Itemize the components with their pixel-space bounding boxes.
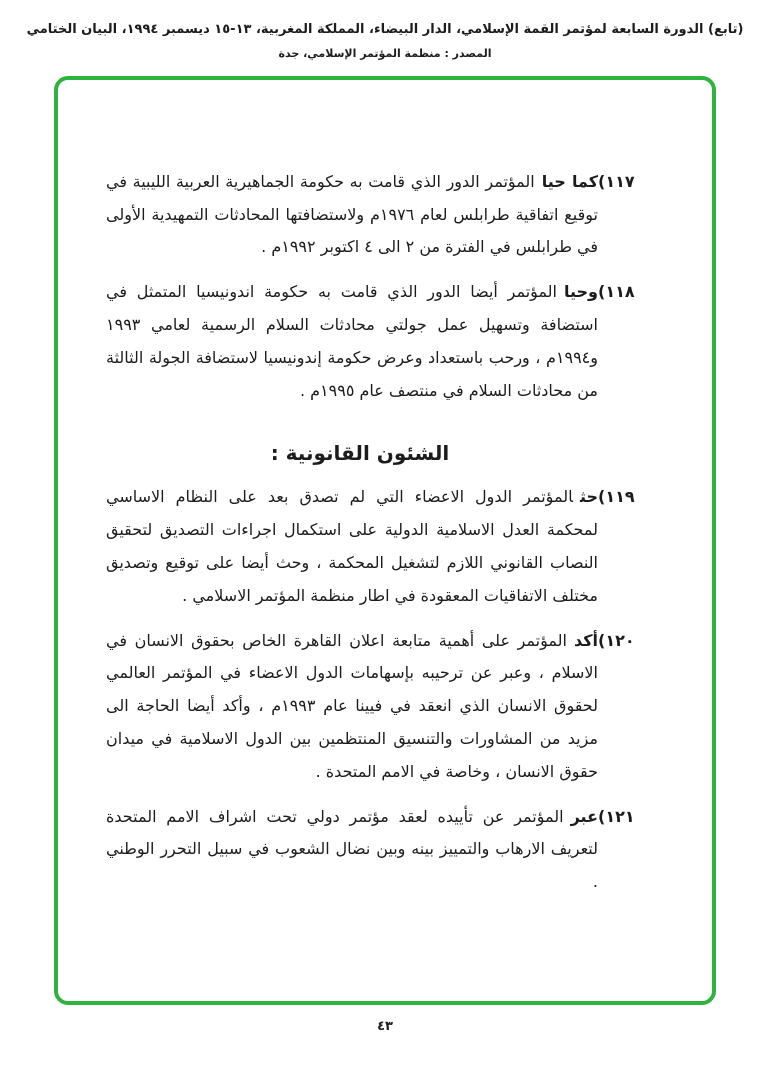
paragraph-number: (١١٧	[598, 171, 635, 191]
paragraph-text	[106, 276, 598, 407]
paragraph-lead: عبر	[570, 806, 598, 826]
page-header	[0, 0, 770, 60]
list-item	[106, 166, 654, 264]
paragraph-lead: وحيا	[563, 282, 598, 302]
paragraph-lead: حث	[579, 487, 598, 507]
paragraph-text	[106, 166, 598, 264]
paragraph-lead: كما حيا	[541, 171, 598, 191]
section-heading: الشئون القانونية :	[270, 441, 450, 466]
paragraph-text	[106, 481, 598, 612]
list-item	[106, 801, 654, 899]
page-footer	[0, 1019, 770, 1034]
paragraph-number: (١١٩	[598, 487, 635, 507]
paragraph-body: المؤتمر أيضا الدور الذي قامت به حكومة اندونيسيا المتمثل في استضافة وتسهيل عمل جولتي محادثات السلام الرسمية لعامي ١٩٩٣ و١٩٩٤م ، ورحب باستعداد وعرض حكومة إندونيسيا لاستضافة الجولة الثالثة من محادثات السلام في منتصف عام ١٩٩٥م .	[106, 282, 598, 400]
paragraph-text	[106, 625, 598, 789]
source-line: المصدر : منظمة المؤتمر الإسلامي، جدة	[278, 46, 492, 60]
list-item	[106, 481, 654, 612]
page-number: ٤٣	[377, 1018, 393, 1034]
paragraph-body: المؤتمر على أهمية متابعة اعلان القاهرة الخاص بحقوق الانسان في الاسلام ، وعبر عن ترحيبه بإسهامات الدول الاعضاء في المؤتمر العالمي لحقوق الانسان الذي انعقد في فيينا عام ١٩٩٣م ، وأكد أيضا الحاجة الى مزيد من المشاورات والتنسيق المنتظمين بين الدول الاسلامية في ميدان حقوق الانسان ، وخاصة في الامم المتحدة .	[106, 630, 599, 781]
list-item	[106, 276, 654, 407]
paragraph-number: (١٢١	[598, 806, 635, 826]
paragraph-number: (١١٨	[598, 282, 635, 302]
content-box	[54, 76, 716, 1005]
list-item	[106, 625, 654, 789]
paragraph-number: (١٢٠	[598, 630, 635, 650]
paragraph-body: المؤتمر الدول الاعضاء التي لم تصدق بعد على النظام الاساسي لمحكمة العدل الاسلامية الدولية على استكمال اجراءات التصديق لتحقيق النصاب القانوني اللازم لتشغيل المحكمة ، وحث أيضا على توقيع وتصديق مختلف الاتفاقيات المعقودة في اطار منظمة المؤتمر الاسلامي .	[106, 487, 598, 605]
paragraph-lead: أكد	[573, 630, 598, 650]
paragraph-body: المؤتمر الدور الذي قامت به حكومة الجماهيرية العربية الليبية في توقيع اتفاقية طرابلس لعام ١٩٧٦م ولاستضافتها المحادثات التمهيدية الأولى في طرابلس في الفترة من ٢ الى ٤ اكتوبر ١٩٩٢م .	[106, 171, 598, 257]
paragraph-body: المؤتمر عن تأييده لعقد مؤتمر دولي تحت اشراف الامم المتحدة لتعريف الارهاب والتمييز بينه وبين نضال الشعوب في سبيل التحرر الوطني .	[106, 806, 598, 892]
document-title: (تابع) الدورة السابعة لمؤتمر القمة الإسلامي، الدار البيضاء، المملكة المغربية، ١٣-١٥ ديسمبر ١٩٩٤، البيان الختامي	[26, 22, 744, 37]
paragraph-text	[106, 801, 598, 899]
